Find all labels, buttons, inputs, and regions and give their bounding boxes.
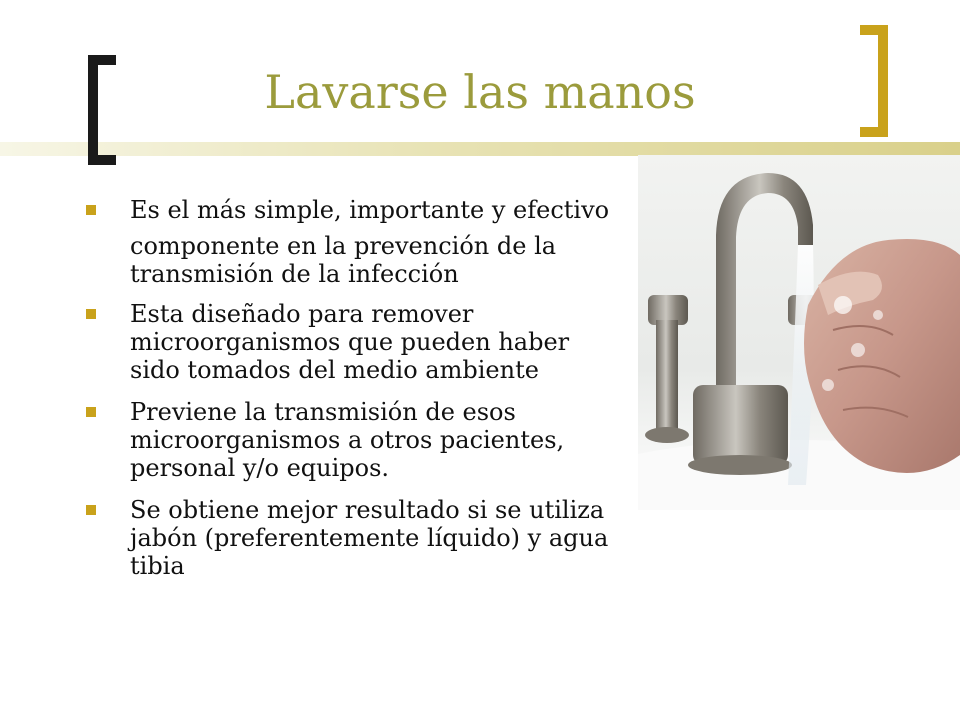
slide-title: Lavarse las manos [264, 65, 696, 119]
left-bracket-top [88, 55, 116, 65]
handwashing-photo [638, 155, 960, 510]
right-bracket-top [860, 25, 888, 35]
right-bracket [878, 25, 888, 137]
left-bracket [88, 55, 98, 165]
bullet-square-icon [86, 309, 96, 319]
bullet-square-icon [86, 505, 96, 515]
title-rule [0, 142, 960, 156]
bullet-text: Es el más simple, importante y efectivo [130, 196, 610, 224]
bullet-item [82, 300, 622, 384]
bullet-square-icon [86, 407, 96, 417]
bullet-continuation: componente en la prevención de la transmisión de la infección [130, 232, 557, 288]
bullet-text: Se obtiene mejor resultado si se utiliza jabón (preferentemente líquido) y agua tibia [130, 496, 609, 580]
bullet-item [82, 196, 622, 224]
bullet-text: Esta diseñado para remover microorganismos que pueden haber sido tomados del medio ambiente [130, 300, 570, 384]
bullet-list [82, 196, 622, 588]
bullet-item [82, 496, 622, 580]
bullet-square-icon [86, 205, 96, 215]
left-bracket-bottom [88, 155, 116, 165]
bullet-item [82, 398, 622, 482]
bullet-text: Previene la transmisión de esos microorganismos a otros pacientes, personal y/o equipos. [130, 398, 565, 482]
right-bracket-bottom [860, 127, 888, 137]
